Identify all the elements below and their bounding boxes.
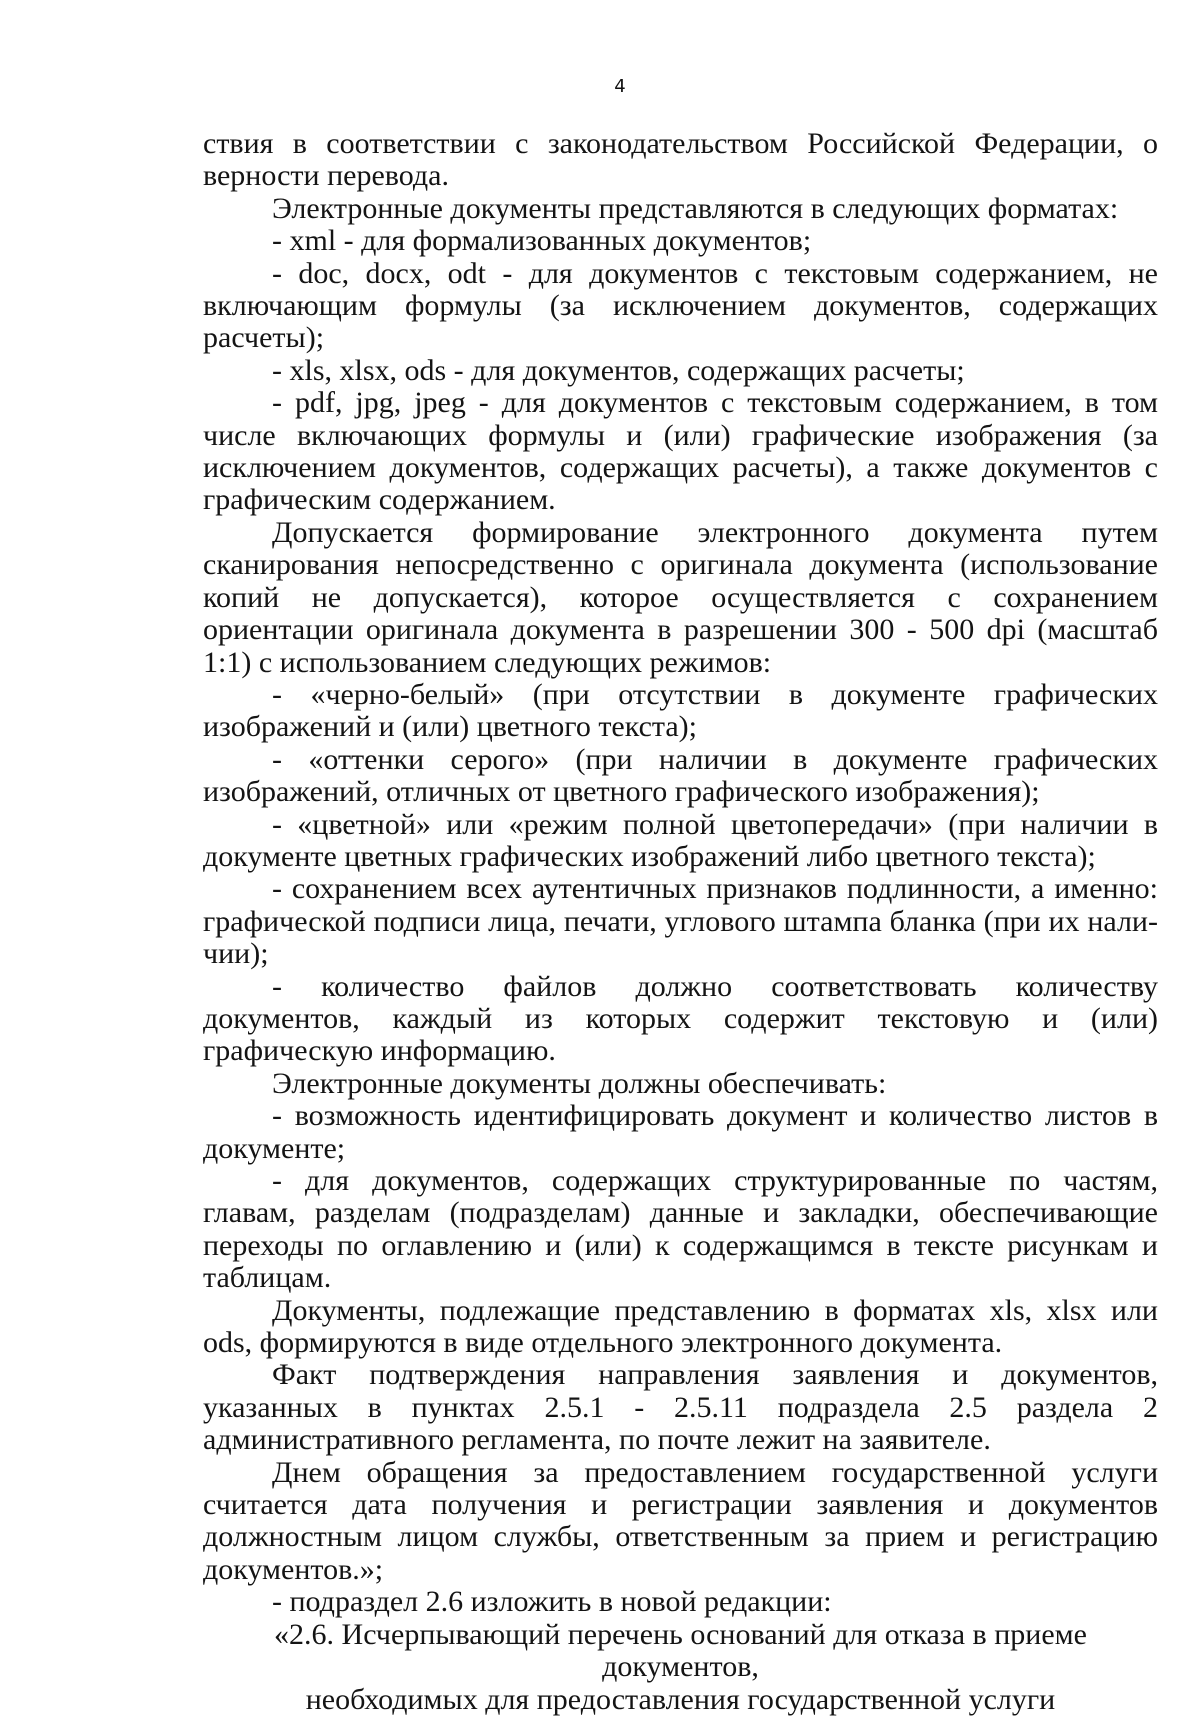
paragraph-requirements-intro: Электронные документы должны обеспечивать:: [272, 1066, 887, 1100]
section-heading-line-2: необходимых для предоставления государственной услуги: [305, 1682, 1056, 1716]
document-body: [203, 128, 1158, 1716]
paragraph-spreadsheets: Документы, подлежащие представлению в форматах xls, xlsx или ods, формируются в виде отдельного электронного документа.: [203, 1293, 1158, 1360]
list-item-pdf: - pdf, jpg, jpeg - для документов с текстовым содержанием, в том числе включающих формулы и (или) графические изображения (за исключением документов, содержащих расчеты), а также документов с графическим содержанием.: [203, 386, 1158, 517]
paragraph-continuation: ствия в соответствии с законодательством Российской Федерации, о верности перевода.: [203, 127, 1158, 193]
paragraph-application-date: Днем обращения за предоставлением государственной услуги считается дата получения и регистрации заявления и документов должностным лицом службы, ответственным за прием и регистрацию документов.»;: [203, 1455, 1158, 1586]
list-item-bw-mode: - «черно-белый» (при отсутствии в документе графических изображений и (или) цветного текста);: [203, 677, 1158, 744]
list-item-xls: - xls, xlsx, ods - для документов, содержащих расчеты;: [272, 353, 965, 387]
paragraph-mail-confirmation: Факт подтверждения направления заявления и документов, указанных в пунктах 2.5.1 - 2.5.11 подраздела 2.5 раздела 2 административного регламента, по почте лежит на заявителе.: [203, 1358, 1158, 1457]
list-item-color-mode: - «цветной» или «режим полной цветопередачи» (при наличии в документе цветных графических изображений либо цветного текста);: [203, 807, 1158, 873]
list-item-xml: - xml - для формализованных документов;: [272, 224, 812, 258]
list-item-identify: - возможность идентифицировать документ и количество листов в документе;: [203, 1099, 1158, 1165]
list-item-authenticity: - сохранением всех аутентичных признаков подлинности, а именно: графической подписи лица, печати, углового штампа бланка (при их наличии);: [203, 872, 1158, 971]
list-item-bookmarks: - для документов, содержащих структурированные по частям, главам, разделам (подразделам) данные и закладки, обеспечивающие переходы по оглавлению и (или) к содержащимся в тексте рисункам и таблицам.: [203, 1164, 1158, 1295]
page-number: 4: [614, 76, 626, 97]
list-item-grayscale-mode: - «оттенки серого» (при наличии в документе графических изображений, отличных от цветного графического изображения);: [203, 742, 1158, 809]
list-item-doc: - doc, docx, odt - для документов с текстовым содержанием, не включающим формулы (за исключением документов, содержащих расчеты);: [203, 256, 1158, 355]
list-item-file-count: - количество файлов должно соответствовать количеству документов, каждый из которых содержит текстовую и (или) графическую информацию.: [203, 969, 1158, 1068]
paragraph-subsection-edit: - подраздел 2.6 изложить в новой редакции:: [272, 1585, 832, 1619]
paragraph-formats-intro: Электронные документы представляются в следующих форматах:: [272, 191, 1119, 225]
paragraph-scanning: Допускается формирование электронного документа путем сканирования непосредственно с оригинала документа (использование копий не допускается), которое осуществляется с сохранением ориентации оригинала документа в разрешении 300 - 500 dpi (масштаб 1:1) с использованием следующих режимов:: [203, 515, 1158, 679]
section-heading-line-1: «2.6. Исчерпывающий перечень оснований для отказа в приеме документов,: [274, 1617, 1087, 1684]
